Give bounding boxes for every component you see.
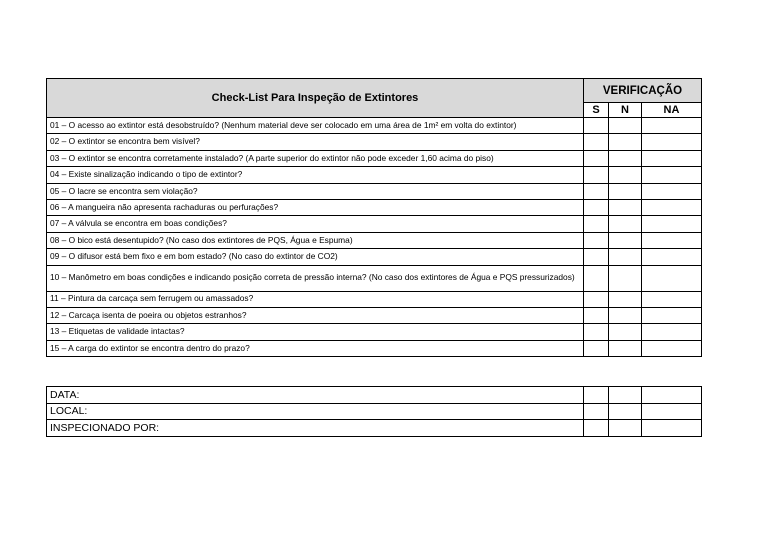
checkbox-na[interactable] [642,134,702,150]
checkbox-n[interactable] [609,265,642,291]
verification-header: VERIFICAÇÃO [584,79,702,103]
checkbox-na[interactable] [642,167,702,183]
checklist-row [47,150,702,166]
checklist-row [47,307,702,323]
checklist-item-text: 15 – A carga do extintor se encontra dentro do prazo? [47,340,584,356]
checklist-item-text: 03 – O extintor se encontra corretamente instalado? (A parte superior do extintor não pode exceder 1,60 acima do piso) [47,150,584,166]
inspector-label: INSPECIONADO POR: [47,420,584,437]
checklist-title: Check-List Para Inspeção de Extintores [47,79,584,118]
location-row [47,403,702,420]
checkbox-n[interactable] [609,118,642,134]
checkbox-na[interactable] [642,324,702,340]
checkbox-na[interactable] [642,291,702,307]
checkbox-s[interactable] [584,291,609,307]
checkbox-n[interactable] [609,216,642,232]
checkbox-s[interactable] [584,249,609,265]
date-box-n[interactable] [609,387,642,404]
location-box-n[interactable] [609,403,642,420]
checkbox-s[interactable] [584,167,609,183]
checkbox-na[interactable] [642,199,702,215]
column-n-header: N [609,103,642,118]
location-box-na[interactable] [642,403,702,420]
checklist-item-text: 12 – Carcaça isenta de poeira ou objetos estranhos? [47,307,584,323]
inspector-box-n[interactable] [609,420,642,437]
checkbox-s[interactable] [584,199,609,215]
checkbox-n[interactable] [609,307,642,323]
checklist-item-text: 09 – O difusor está bem fixo e em bom estado? (No caso do extintor de CO2) [47,249,584,265]
checklist-item-text: 13 – Etiquetas de validade intactas? [47,324,584,340]
column-na-header: NA [642,103,702,118]
inspector-box-s[interactable] [584,420,609,437]
checklist-item-text: 02 – O extintor se encontra bem visível? [47,134,584,150]
checkbox-n[interactable] [609,183,642,199]
checklist-row [47,118,702,134]
checkbox-n[interactable] [609,291,642,307]
checklist-row [47,134,702,150]
column-s-header: S [584,103,609,118]
checkbox-s[interactable] [584,232,609,248]
checkbox-s[interactable] [584,150,609,166]
checkbox-n[interactable] [609,150,642,166]
checkbox-s[interactable] [584,118,609,134]
checkbox-n[interactable] [609,199,642,215]
checklist-item-text: 06 – A mangueira não apresenta rachaduras ou perfurações? [47,199,584,215]
checkbox-s[interactable] [584,265,609,291]
checklist-row [47,216,702,232]
checkbox-na[interactable] [642,307,702,323]
checkbox-s[interactable] [584,307,609,323]
checklist-item-text: 05 – O lacre se encontra sem violação? [47,183,584,199]
checklist-item-text: 10 – Manômetro em boas condições e indicando posição correta de pressão interna? (No caso dos extintores de Água e PQS pressurizados) [47,265,584,291]
location-box-s[interactable] [584,403,609,420]
checklist-item-text: 08 – O bico está desentupido? (No caso dos extintores de PQS, Água e Espuma) [47,232,584,248]
checklist-item-text: 11 – Pintura da carcaça sem ferrugem ou amassados? [47,291,584,307]
checklist-row [47,183,702,199]
checkbox-s[interactable] [584,340,609,356]
checkbox-na[interactable] [642,249,702,265]
inspector-box-na[interactable] [642,420,702,437]
checklist-row [47,324,702,340]
checklist-row [47,340,702,356]
checkbox-s[interactable] [584,134,609,150]
date-row [47,387,702,404]
checkbox-na[interactable] [642,183,702,199]
checklist-row [47,265,702,291]
location-label: LOCAL: [47,403,584,420]
checkbox-n[interactable] [609,324,642,340]
checkbox-n[interactable] [609,249,642,265]
checkbox-n[interactable] [609,232,642,248]
date-box-s[interactable] [584,387,609,404]
checkbox-na[interactable] [642,340,702,356]
checkbox-na[interactable] [642,265,702,291]
inspector-row [47,420,702,437]
checklist-item-text: 07 – A válvula se encontra em boas condições? [47,216,584,232]
checkbox-s[interactable] [584,324,609,340]
checkbox-n[interactable] [609,167,642,183]
checklist-item-text: 04 – Existe sinalização indicando o tipo de extintor? [47,167,584,183]
checkbox-s[interactable] [584,216,609,232]
checklist-table [46,78,702,357]
checkbox-na[interactable] [642,216,702,232]
checklist-row [47,199,702,215]
checklist-row [47,167,702,183]
checkbox-na[interactable] [642,150,702,166]
checklist-row [47,291,702,307]
checkbox-na[interactable] [642,232,702,248]
checklist-row [47,249,702,265]
checkbox-n[interactable] [609,134,642,150]
date-label: DATA: [47,387,584,404]
checkbox-na[interactable] [642,118,702,134]
checklist-item-text: 01 – O acesso ao extintor está desobstruído? (Nenhum material deve ser colocado em uma área de 1m² em volta do extintor) [47,118,584,134]
signature-table [46,386,702,437]
checkbox-n[interactable] [609,340,642,356]
checklist-row [47,232,702,248]
checkbox-s[interactable] [584,183,609,199]
date-box-na[interactable] [642,387,702,404]
